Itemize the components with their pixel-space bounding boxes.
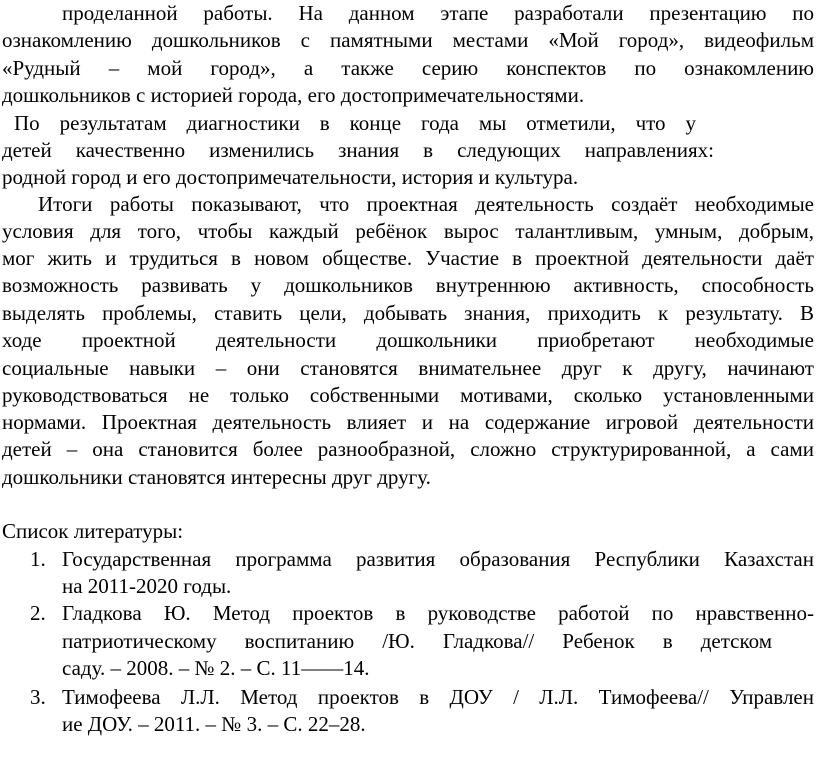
text-line: мог жить и трудиться в новом обществе. Участие в проектной деятельности даёт [2,246,814,270]
text-line: По результатам диагностики в конце года мы отметили, что у [14,111,696,135]
list-number: 2. [30,601,46,625]
list-number: 1. [30,547,46,571]
text-line: Государственная программа развития образования Республики Казахстан [62,547,814,571]
text-line: детей – она становится более разнообразной, сложно структурированной, а сами [2,437,814,461]
text-line: саду. – 2008. – № 2. – С. 11——14. [62,656,370,680]
text-line: «Рудный – мой город», а также серию конспектов по ознакомлению [2,56,814,80]
text-line: проделанной работы. На данном этапе разработали презентацию по [62,1,814,25]
text-line: ознакомлению дошкольников с памятными местами «Мой город», видеофильм [2,28,814,52]
text-line: руководствоваться не только собственными мотивами, сколько установленными [2,383,814,407]
text-line: социальные навыки – они становятся внимательнее друг к другу, начинают [2,356,814,380]
text-line: ходе проектной деятельности дошкольники приобретают необходимые [2,328,814,352]
text-line: Итоги работы показывают, что проектная деятельность создаёт необходимые [38,192,814,216]
references-title: Список литературы: [2,519,184,543]
text-line: ие ДОУ. – 2011. – № 3. – С. 22–28. [62,712,366,736]
text-line: Тимофеева Л.Л. Метод проектов в ДОУ / Л.Л. Тимофеева// Управлен [62,685,814,709]
text-line: дошкольники становятся интересны друг другу. [2,465,431,489]
text-line: нормами. Проектная деятельность влияет и на содержание игровой деятельности [2,410,814,434]
text-line: выделять проблемы, ставить цели, добывать знания, приходить к результату. В [2,301,814,325]
text-line: патриотическому воспитанию /Ю. Гладкова// Ребенок в детском [62,629,772,653]
text-line: на 2011-2020 годы. [62,574,232,598]
text-line: условия для того, чтобы каждый ребёнок вырос талантливым, умным, добрым, [2,219,814,243]
text-line: дошкольников с историей города, его достопримечательностями. [2,83,585,107]
list-number: 3. [30,685,46,709]
text-line: детей качественно изменились знания в следующих направлениях: [2,138,714,162]
text-line: возможность развивать у дошкольников внутреннюю активность, способность [2,273,814,297]
text-line: Гладкова Ю. Метод проектов в руководстве работой по нравственно- [62,601,814,625]
text-line: родной город и его достопримечательности, история и культура. [2,165,579,189]
